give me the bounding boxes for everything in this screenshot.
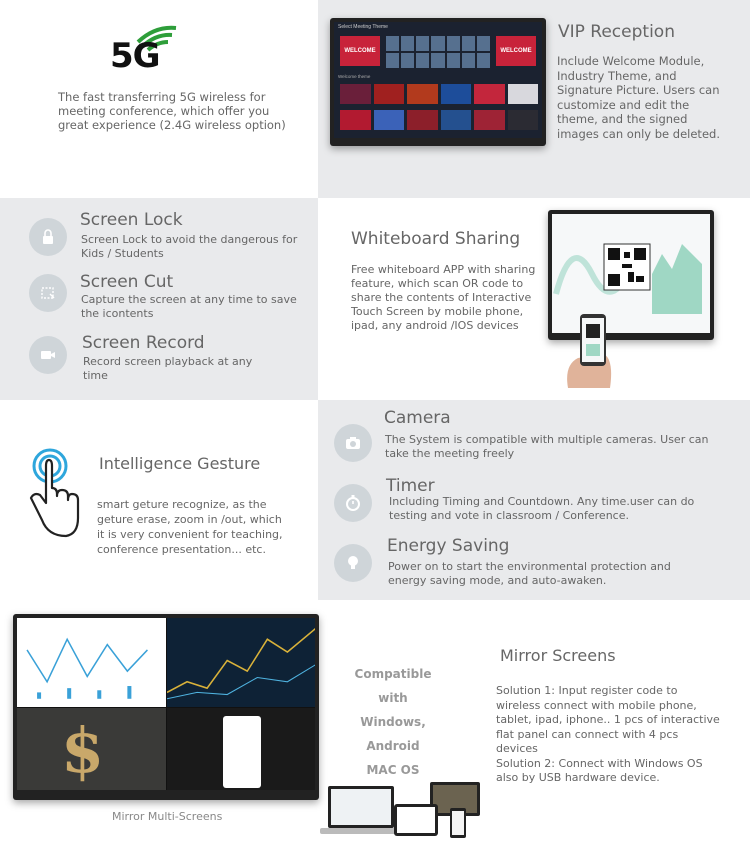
vip-reception-description: Include Welcome Module, Industry Theme, and Signature Picture. Users can customize and edit the theme, and the signed images can only be deleted. [557, 54, 720, 141]
screen-record-title: Screen Record [82, 333, 205, 353]
mirror-quad-coins [17, 708, 166, 790]
mirror-caption: Mirror Multi-Screens [112, 810, 223, 823]
energy-saving-title: Energy Saving [387, 536, 510, 556]
screen-lock-title: Screen Lock [80, 210, 183, 230]
5g-logo-text: 5G [110, 36, 160, 76]
camera-icon [334, 424, 372, 462]
camera-description: The System is compatible with multiple cameras. User can take the meeting freely [385, 433, 709, 460]
touch-gesture-icon [22, 448, 82, 543]
wireless-panel [0, 0, 318, 198]
vip-screen-header: Select Meeting Theme [338, 24, 388, 30]
camera-title: Camera [384, 408, 451, 428]
system-features-panel [318, 400, 750, 600]
mirror-screens-description: Solution 1: Input register code to wireless connect with mobile phone, tablet, ipad, iphone.. 1 pcs of interactive flat panel can connect with 4 pcs devices Solution 2: Connect with Windows OS also by USB hardware device. [496, 684, 720, 784]
gesture-panel [0, 400, 318, 600]
welcome-thumb-left: WELCOME [340, 36, 380, 66]
whiteboard-panel [318, 198, 750, 400]
vip-reception-panel [318, 0, 750, 198]
welcome-thumb-right: WELCOME [496, 36, 536, 66]
screen-cut-title: Screen Cut [80, 272, 174, 292]
crop-icon [29, 274, 67, 312]
vip-screen-mockup [330, 18, 546, 146]
screen-tools-panel [0, 198, 318, 400]
mirror-screens-title: Mirror Screens [500, 646, 616, 665]
lightbulb-icon [334, 544, 372, 582]
mirror-quad-grid [17, 618, 315, 790]
vip-reception-title: VIP Reception [558, 22, 675, 42]
wireless-description: The fast transferring 5G wireless for meeting conference, which offer you great experience (2.4G wireless option) [58, 90, 286, 132]
theme-row-1 [340, 84, 538, 104]
mirror-quad-chart [17, 618, 166, 707]
gesture-title: Intelligence Gesture [99, 454, 261, 473]
timer-title: Timer [386, 476, 435, 496]
mirror-quad-phone [167, 708, 316, 790]
whiteboard-description: Free whiteboard APP with sharing feature, which scan OR code to share the contents of Interactive Touch Screen by mobile phone, ipad, any android /IOS devices [351, 263, 536, 332]
mirror-screens-panel [0, 600, 750, 847]
mirror-screen-mockup [13, 614, 319, 800]
whiteboard-title: Whiteboard Sharing [351, 229, 521, 249]
dollar-sign-icon: $ [61, 714, 105, 788]
timer-description: Including Timing and Countdown. Any time.user can do testing and vote in classroom / Conference. [389, 495, 695, 522]
video-camera-icon [29, 336, 67, 374]
screen-lock-description: Screen Lock to avoid the dangerous for Kids / Students [81, 233, 298, 260]
compat-line-3: MAC OS [366, 763, 420, 777]
5g-logo [110, 22, 180, 77]
compat-text [338, 662, 448, 782]
devices-graphic [320, 778, 485, 844]
phone-in-hand-graphic [564, 310, 616, 388]
lock-icon [29, 218, 67, 256]
vip-icon-grid [386, 36, 490, 68]
stopwatch-icon [334, 484, 372, 522]
energy-saving-description: Power on to start the environmental protection and energy saving mode, and auto-awaken. [388, 560, 671, 587]
vip-section-label: Welcome theme [338, 74, 371, 79]
gesture-description: smart geture recognize, as the geture erase, zoom in /out, which it is very convenient for teaching, conference presentation... etc. [97, 498, 283, 556]
vip-screen-content [334, 22, 542, 138]
screen-cut-description: Capture the screen at any time to save the icontents [81, 293, 297, 320]
compat-line-1: Compatible with [354, 667, 432, 705]
theme-row-2 [340, 110, 538, 130]
mirror-quad-stock [167, 618, 316, 707]
screen-record-description: Record screen playback at any time [83, 355, 253, 382]
compat-line-2: Windows, Android [360, 715, 426, 753]
